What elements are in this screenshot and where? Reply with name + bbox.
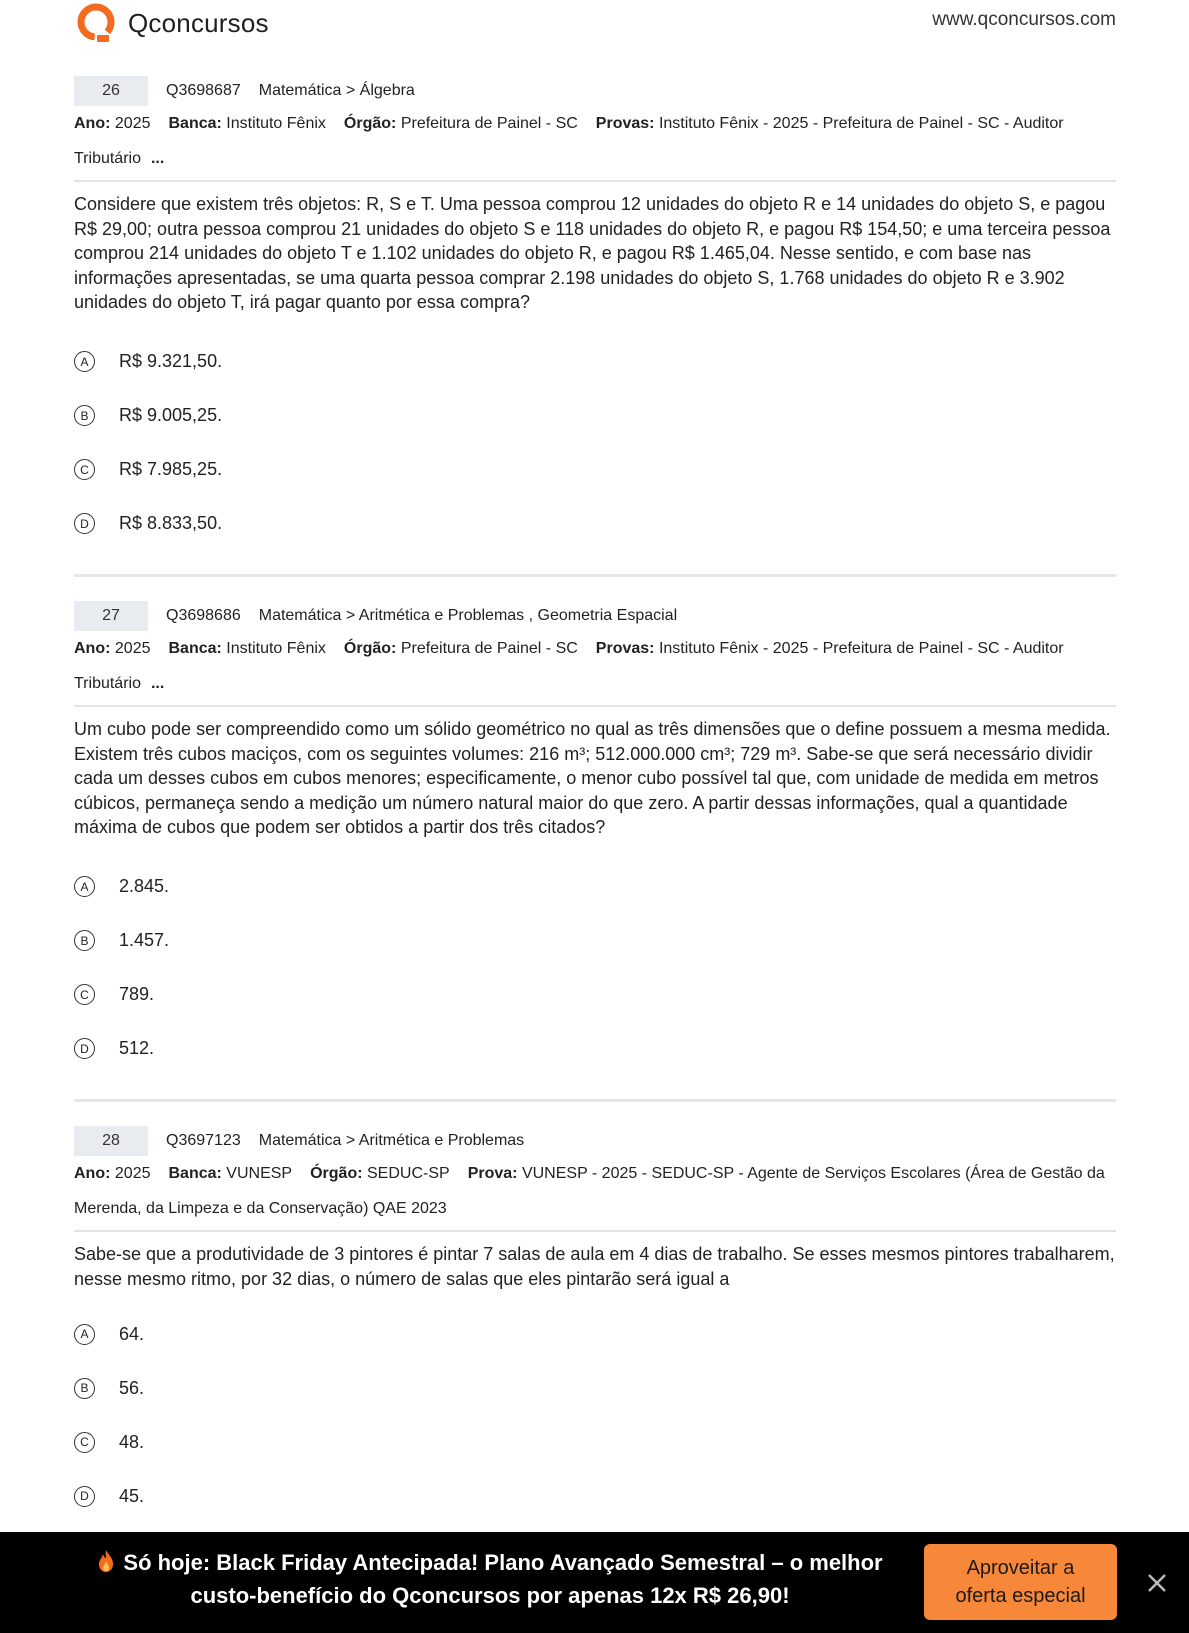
option-text: R$ 8.833,50. <box>119 513 223 533</box>
option-d[interactable] <box>74 497 1116 551</box>
option-letter[interactable]: C <box>74 459 95 480</box>
option-letter[interactable]: D <box>74 1486 95 1507</box>
answer-options <box>74 860 1116 1076</box>
question-statement: Sabe-se que a produtividade de 3 pintores é pintar 7 salas de aula em 4 dias de trabalho. Se esses mesmos pintores trabalharem, nesse mesmo ritmo, por 32 dias, o número de salas que eles pintarão será igual a <box>74 1244 1115 1289</box>
question-number: 26 <box>74 76 148 106</box>
question-id[interactable]: Q3698686 <box>166 607 241 624</box>
provas-label: Prova: <box>467 1165 518 1182</box>
site-url[interactable]: www.qconcursos.com <box>932 9 1116 30</box>
option-text: 789. <box>119 984 155 1004</box>
option-a[interactable] <box>74 860 1116 914</box>
orgao-value: SEDUC-SP <box>367 1165 450 1182</box>
option-text: R$ 9.321,50. <box>119 351 223 371</box>
provas-value: Instituto Fênix - 2025 - Prefeitura de Painel - SC - Auditor Tributário <box>74 115 1064 167</box>
orgao-label: Órgão: <box>343 640 397 657</box>
qconcursos-logo-icon <box>74 1 118 45</box>
question-subject[interactable]: Matemática > Aritmética e Problemas , Geometria Espacial <box>258 607 678 624</box>
option-letter[interactable]: C <box>74 1432 95 1453</box>
orgao-value: Prefeitura de Painel - SC <box>400 640 578 657</box>
option-letter[interactable]: A <box>74 351 95 372</box>
provas-value: VUNESP - 2025 - SEDUC-SP - Agente de Serviços Escolares (Área de Gestão da Merenda, da Limpeza e da Conservação) QAE 2023 <box>74 1165 1105 1217</box>
ano-value: 2025 <box>114 1165 151 1182</box>
brand-name: Qconcursos <box>128 7 269 38</box>
option-text: 2.845. <box>119 876 170 896</box>
cta-line-2: oferta especial <box>955 1585 1086 1607</box>
question-separator <box>74 1099 1116 1102</box>
option-a[interactable] <box>74 1307 1116 1361</box>
option-letter[interactable]: B <box>74 930 95 951</box>
answer-options <box>74 335 1116 551</box>
option-b[interactable] <box>74 389 1116 443</box>
answer-options <box>74 1307 1116 1523</box>
option-text: 56. <box>119 1377 145 1398</box>
banca-label: Banca: <box>168 115 222 132</box>
close-icon[interactable] <box>1143 1569 1171 1597</box>
option-letter[interactable]: D <box>74 513 95 534</box>
divider <box>74 705 1116 707</box>
question-subject[interactable]: Matemática > Álgebra <box>258 82 415 99</box>
brand-logo[interactable] <box>74 0 269 46</box>
divider <box>74 180 1116 182</box>
banca-value: VUNESP <box>226 1165 293 1182</box>
promo-line-1: Só hoje: Black Friday Antecipada! Plano Avançado Semestral – o melhor <box>123 1550 883 1575</box>
option-text: R$ 9.005,25. <box>119 405 223 425</box>
divider <box>74 1230 1116 1232</box>
option-a[interactable] <box>74 335 1116 389</box>
option-text: 45. <box>119 1485 145 1506</box>
question-statement: Considere que existem três objetos: R, S e T. Uma pessoa comprou 12 unidades do objeto R e 14 unidades do objeto S, e pagou R$ 29,00; outra pessoa comprou 21 unidades do objeto S e 118 unidades do objeto R, e pagou R$ 154,50; e uma terceira pessoa comprou 214 unidades do objeto T e 1.102 unidades do objeto R, e pagou R$ 1.465,04. Nesse sentido, e com base nas informações apresentadas, se uma quarta pessoa comprar 2.198 unidades do objeto S, 1.768 unidades do objeto R e 3.902 unidades do objeto T, irá pagar quanto por essa compra? <box>74 194 1111 312</box>
more-provas-button[interactable]: ... <box>150 675 165 692</box>
ano-label: Ano: <box>74 640 111 657</box>
banca-value: Instituto Fênix <box>226 640 326 657</box>
provas-value: Instituto Fênix - 2025 - Prefeitura de Painel - SC - Auditor Tributário <box>74 640 1064 692</box>
cta-line-1: Aproveitar a <box>966 1557 1075 1579</box>
question-header <box>74 1126 1116 1156</box>
fire-icon <box>97 1549 115 1573</box>
orgao-label: Órgão: <box>343 115 397 132</box>
banca-label: Banca: <box>168 1165 222 1182</box>
promo-banner <box>0 1532 1189 1633</box>
question-header <box>74 601 1116 631</box>
option-letter[interactable]: B <box>74 1378 95 1399</box>
banca-value: Instituto Fênix <box>226 115 326 132</box>
option-text: 48. <box>119 1431 145 1452</box>
question-statement: Um cubo pode ser compreendido como um sólido geométrico no qual as três dimensões que o define possuem a mesma medida. Existem três cubos maciços, com os seguintes volumes: 216 m³; 512.000.000 cm³; 729 m³. Sabe-se que será necessário dividir cada um desses cubos em cubos menores; especificamente, o menor cubo possível tal que, com unidade de medida em metros cúbicos, permaneça sendo a medição um número natural maior do que zero. A partir dessas informações, qual a quantidade máxima de cubos que podem ser obtidos a partir dos três citados? <box>74 719 1111 837</box>
ano-label: Ano: <box>74 115 111 132</box>
question-header <box>74 76 1116 106</box>
provas-label: Provas: <box>595 115 655 132</box>
question-meta <box>74 631 1116 701</box>
question-id[interactable]: Q3697123 <box>166 1132 241 1149</box>
option-text: 512. <box>119 1038 155 1058</box>
option-d[interactable] <box>74 1469 1116 1523</box>
question-id[interactable]: Q3698687 <box>166 82 241 99</box>
orgao-value: Prefeitura de Painel - SC <box>400 115 578 132</box>
orgao-label: Órgão: <box>310 1165 363 1182</box>
banca-label: Banca: <box>168 640 222 657</box>
option-letter[interactable]: C <box>74 984 95 1005</box>
question-number: 28 <box>74 1126 148 1156</box>
option-c[interactable] <box>74 968 1116 1022</box>
question-meta <box>74 106 1116 176</box>
option-text: 64. <box>119 1323 145 1344</box>
question-card <box>74 601 1116 1076</box>
special-offer-button[interactable] <box>924 1544 1117 1620</box>
question-card <box>74 76 1116 551</box>
question-separator <box>74 574 1116 577</box>
provas-label: Provas: <box>595 640 655 657</box>
option-b[interactable] <box>74 914 1116 968</box>
promo-line-2: custo-benefício do Qconcursos por apenas 12x R$ 26,90! <box>190 1583 790 1608</box>
option-text: R$ 7.985,25. <box>119 459 223 479</box>
question-meta <box>74 1156 1116 1226</box>
ano-value: 2025 <box>114 115 151 132</box>
option-c[interactable] <box>74 1415 1116 1469</box>
option-text: 1.457. <box>119 930 170 950</box>
promo-message <box>80 1546 900 1612</box>
option-letter[interactable]: A <box>74 1324 95 1345</box>
ano-value: 2025 <box>114 640 151 657</box>
option-letter[interactable]: B <box>74 405 95 426</box>
question-card <box>74 1126 1116 1523</box>
option-letter[interactable]: A <box>74 876 95 897</box>
option-c[interactable] <box>74 443 1116 497</box>
option-letter[interactable]: D <box>74 1038 95 1059</box>
question-number: 27 <box>74 601 148 631</box>
option-d[interactable] <box>74 1022 1116 1076</box>
more-provas-button[interactable]: ... <box>150 150 165 167</box>
question-subject[interactable]: Matemática > Aritmética e Problemas <box>258 1132 525 1149</box>
page-header <box>0 0 1189 50</box>
ano-label: Ano: <box>74 1165 111 1182</box>
option-b[interactable] <box>74 1361 1116 1415</box>
